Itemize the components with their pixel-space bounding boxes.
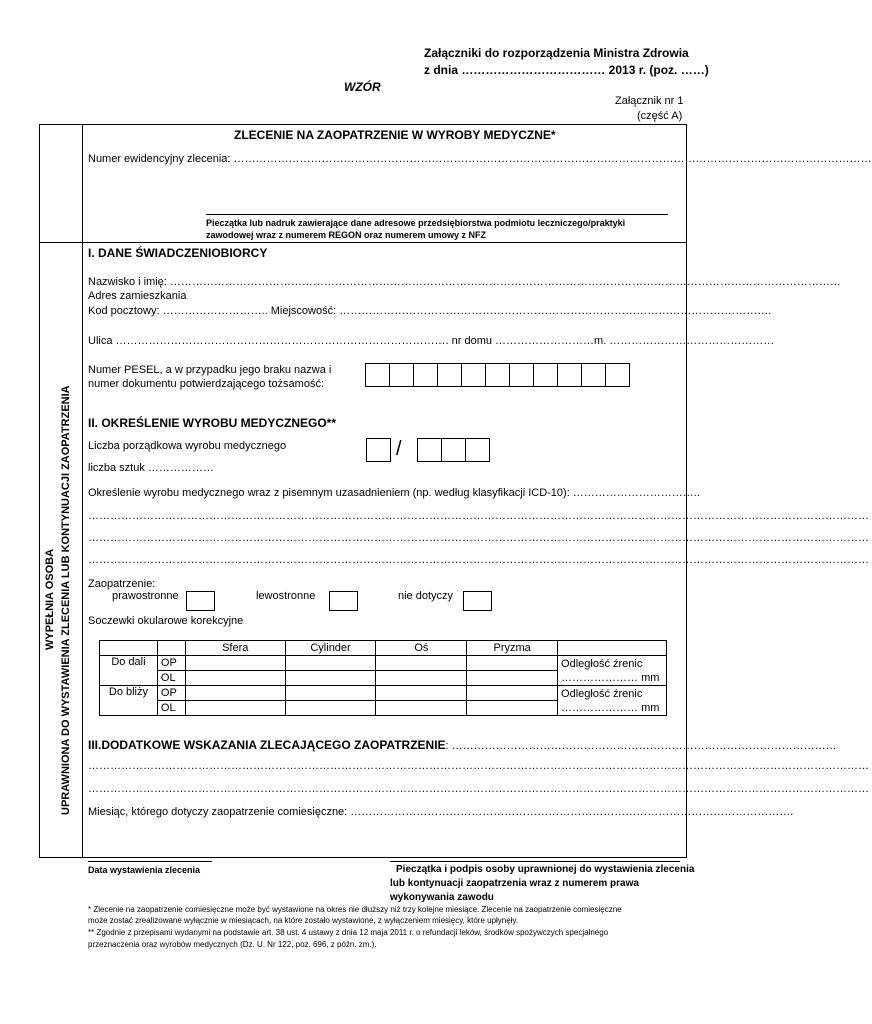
left-side-label: lewostronne bbox=[256, 590, 316, 602]
lens-cell[interactable] bbox=[185, 686, 285, 701]
lens-row-near: Do bliży bbox=[100, 686, 158, 716]
lens-header-cylinder: Cylinder bbox=[285, 641, 376, 656]
footnote-2b: przeznaczenia oraz wyrobów medycznych (Dz. U. Nr 122, poz. 696, z późn. zm.). bbox=[88, 940, 377, 949]
stamp-signature-3: wykonywania zawodu bbox=[390, 892, 494, 903]
lens-header-blank bbox=[558, 641, 667, 656]
stamp-signature-line bbox=[390, 861, 680, 862]
near-pupil-distance[interactable] bbox=[558, 686, 667, 716]
section3-heading: III.DODATKOWE WSKAZANIA ZLECAJĄCEGO ZAOPATRZENIE bbox=[88, 738, 446, 752]
section1-heading: I. DANE ŚWIADCZENIOBIORCY bbox=[88, 246, 268, 260]
pesel-cell[interactable] bbox=[461, 363, 486, 387]
section3-heading-dots[interactable]: : …………………………………………………………………………………………… bbox=[445, 740, 837, 752]
pesel-cell[interactable] bbox=[437, 363, 462, 387]
far-pupil-distance[interactable] bbox=[558, 656, 667, 686]
lens-cell[interactable] bbox=[285, 671, 376, 686]
section2-heading: II. OKREŚLENIE WYROBU MEDYCZNEGO** bbox=[88, 416, 337, 430]
pd-value[interactable]: ………………… mm bbox=[561, 671, 660, 684]
pesel-cell[interactable] bbox=[533, 363, 558, 387]
section3-dots-2[interactable]: …………………………………………………………………………………………………………………………………………………………………………………………… bbox=[88, 783, 869, 795]
pesel-cell[interactable] bbox=[581, 363, 606, 387]
lens-eye-ol: OL bbox=[157, 671, 185, 686]
lens-eye-op: OP bbox=[157, 686, 185, 701]
pesel-cell[interactable] bbox=[557, 363, 582, 387]
pesel-cell[interactable] bbox=[389, 363, 414, 387]
address-label: Adres zamieszkania bbox=[88, 290, 187, 302]
description-dots-1[interactable]: …………………………………………………………………………………………………………………………………………………………………………………………… bbox=[88, 510, 869, 522]
stamp-signature-1: Pieczątka i podpis osoby uprawnionej do wystawienia zlecenia bbox=[396, 864, 695, 875]
header-part: (część A) bbox=[637, 110, 683, 122]
pesel-cell[interactable] bbox=[365, 363, 390, 387]
description-dots-2[interactable]: …………………………………………………………………………………………………………………………………………………………………………………………… bbox=[88, 532, 869, 544]
left-side-checkbox[interactable] bbox=[329, 591, 358, 611]
header-regulation-line2: z dnia ……………………………… 2013 r. (poz. ……) bbox=[424, 63, 709, 77]
lens-cell[interactable] bbox=[185, 701, 285, 716]
pesel-cell[interactable] bbox=[605, 363, 630, 387]
lens-cell[interactable] bbox=[285, 686, 376, 701]
name-field[interactable]: Nazwisko i imię: ………………………………………………………………………………………………………………………………………………………………… bbox=[88, 276, 841, 288]
lens-cell[interactable] bbox=[467, 671, 558, 686]
lens-cell[interactable] bbox=[376, 686, 467, 701]
pesel-cell[interactable] bbox=[509, 363, 534, 387]
pd-value[interactable]: ………………… mm bbox=[561, 701, 660, 714]
device-description-field[interactable]: Określenie wyrobu medycznego wraz z pisemnym uzasadnieniem (np. według klasyfikacji ICD-10): …………………………….. bbox=[88, 487, 700, 499]
lens-header-axis: Oś bbox=[376, 641, 467, 656]
lens-cell[interactable] bbox=[185, 656, 285, 671]
lens-cell[interactable] bbox=[376, 671, 467, 686]
header-section-divider bbox=[39, 242, 687, 243]
lens-eye-ol: OL bbox=[157, 701, 185, 716]
lens-header-prism: Pryzma bbox=[467, 641, 558, 656]
lens-cell[interactable] bbox=[467, 686, 558, 701]
lens-cell[interactable] bbox=[285, 701, 376, 716]
supply-label: Zaopatrzenie: bbox=[88, 578, 156, 590]
right-side-label: prawostronne bbox=[112, 590, 179, 602]
month-field[interactable]: Miesiąc, którego dotyczy zaopatrzenie comiesięczne: …………………………………………………………………………………………………………. bbox=[88, 806, 794, 818]
lens-cell[interactable] bbox=[467, 701, 558, 716]
lens-cell[interactable] bbox=[376, 701, 467, 716]
header-regulation-line1: Załączniki do rozporządzenia Ministra Zdrowia bbox=[424, 46, 689, 60]
pesel-cell[interactable] bbox=[413, 363, 438, 387]
lens-cell[interactable] bbox=[285, 656, 376, 671]
form-title: ZLECENIE NA ZAOPATRZENIE W WYROBY MEDYCZNE* bbox=[234, 128, 556, 142]
not-applicable-label: nie dotyczy bbox=[398, 590, 454, 602]
section3-dots-1[interactable]: …………………………………………………………………………………………………………………………………………………………………………………………… bbox=[88, 760, 869, 772]
pesel-label-2: numer dokumentu potwierdzającego tożsamość: bbox=[88, 378, 325, 390]
item-number-slash: / bbox=[396, 438, 402, 460]
pesel-input-cells[interactable] bbox=[366, 363, 630, 387]
pd-label: Odległość źrenic bbox=[561, 687, 643, 700]
pesel-label-1: Numer PESEL, a w przypadku jego braku nazwa i bbox=[88, 364, 332, 376]
stamp-signature-2: lub kontynuacji zaopatrzenia wraz z numerem prawa bbox=[390, 878, 639, 889]
header-annex: Załącznik nr 1 bbox=[615, 95, 684, 107]
lens-cell[interactable] bbox=[185, 671, 285, 686]
side-column-divider bbox=[82, 124, 83, 858]
lens-cell[interactable] bbox=[467, 656, 558, 671]
item-number-label: Liczba porządkowa wyrobu medycznego bbox=[88, 440, 287, 452]
lens-header-blank bbox=[157, 641, 185, 656]
description-dots-3[interactable]: …………………………………………………………………………………………………………………………………………………………………………………………… bbox=[88, 554, 869, 566]
item-number-cell[interactable] bbox=[441, 438, 466, 462]
lenses-label: Soczewki okularowe korekcyjne bbox=[88, 615, 244, 627]
lens-header-sphere: Sfera bbox=[185, 641, 285, 656]
lens-cell[interactable] bbox=[376, 656, 467, 671]
footnote-2a: ** Zgodnie z przepisami wydanymi na podstawie art. 38 ust. 4 ustawy z dnia 12 maja 2011 r. o refundacji leków, środków spożywczych specjalnego bbox=[88, 928, 609, 937]
item-number-cell[interactable] bbox=[366, 438, 391, 462]
item-number-cells-a[interactable] bbox=[367, 438, 391, 462]
date-signature-line bbox=[88, 861, 212, 862]
item-number-cell[interactable] bbox=[465, 438, 490, 462]
lens-eye-op: OP bbox=[157, 656, 185, 671]
stamp-line bbox=[206, 214, 668, 215]
quantity-field[interactable]: liczba sztuk ……………… bbox=[88, 462, 214, 474]
item-number-cell[interactable] bbox=[417, 438, 442, 462]
stamp-note-1: Pieczątka lub nadruk zawierające dane adresowe przedsiębiorstwa podmiotu leczniczego/praktyki bbox=[206, 218, 626, 228]
item-number-cells-b[interactable] bbox=[418, 438, 490, 462]
footnote-1a: * Zlecenie na zaopatrzenie comiesięczne może być wystawione na okres nie dłuższy niż trzy kolejne miesiące. Zlecenie na zaopatrzenie comiesięczne bbox=[88, 905, 622, 914]
stamp-note-2: zawodowej wraz z numerem REGON oraz numerem umowy z NFZ bbox=[206, 230, 487, 240]
footnote-1b: może zostać zrealizowane wyłącznie w miesiącach, na które zostało wystawione, z wyłączeniem miesięcy, które upłynęły. bbox=[88, 916, 519, 925]
lens-row-far: Do dali bbox=[100, 656, 158, 686]
header-wzor: WZÓR bbox=[344, 80, 381, 94]
issue-date-label: Data wystawienia zlecenia bbox=[88, 865, 201, 875]
pesel-cell[interactable] bbox=[485, 363, 510, 387]
side-label-line2: UPRAWNIONA DO WYSTAWIENIA ZLECENIA LUB KONTYNUACJI ZAOPATRZENIA bbox=[60, 385, 72, 815]
street-field[interactable]: Ulica ………………………………………………………………………………. nr domu ………………………m. ……………………………………… bbox=[88, 335, 775, 347]
side-label-line1: WYPEŁNIA OSOBA bbox=[44, 548, 56, 650]
right-side-checkbox[interactable] bbox=[186, 591, 215, 611]
lens-table bbox=[99, 640, 667, 716]
not-applicable-checkbox[interactable] bbox=[463, 591, 492, 611]
order-number-field[interactable]: Numer ewidencyjny zlecenia: ………………………………………………………………………………………………………………………………………………………… bbox=[88, 153, 872, 165]
pd-label: Odległość źrenic bbox=[561, 657, 643, 670]
section3-heading-row bbox=[88, 738, 837, 752]
lens-header-blank bbox=[100, 641, 158, 656]
postal-field[interactable]: Kod pocztowy: ……………………….. Miejscowość: ………………………………………………………………………………………………………. bbox=[88, 305, 772, 317]
